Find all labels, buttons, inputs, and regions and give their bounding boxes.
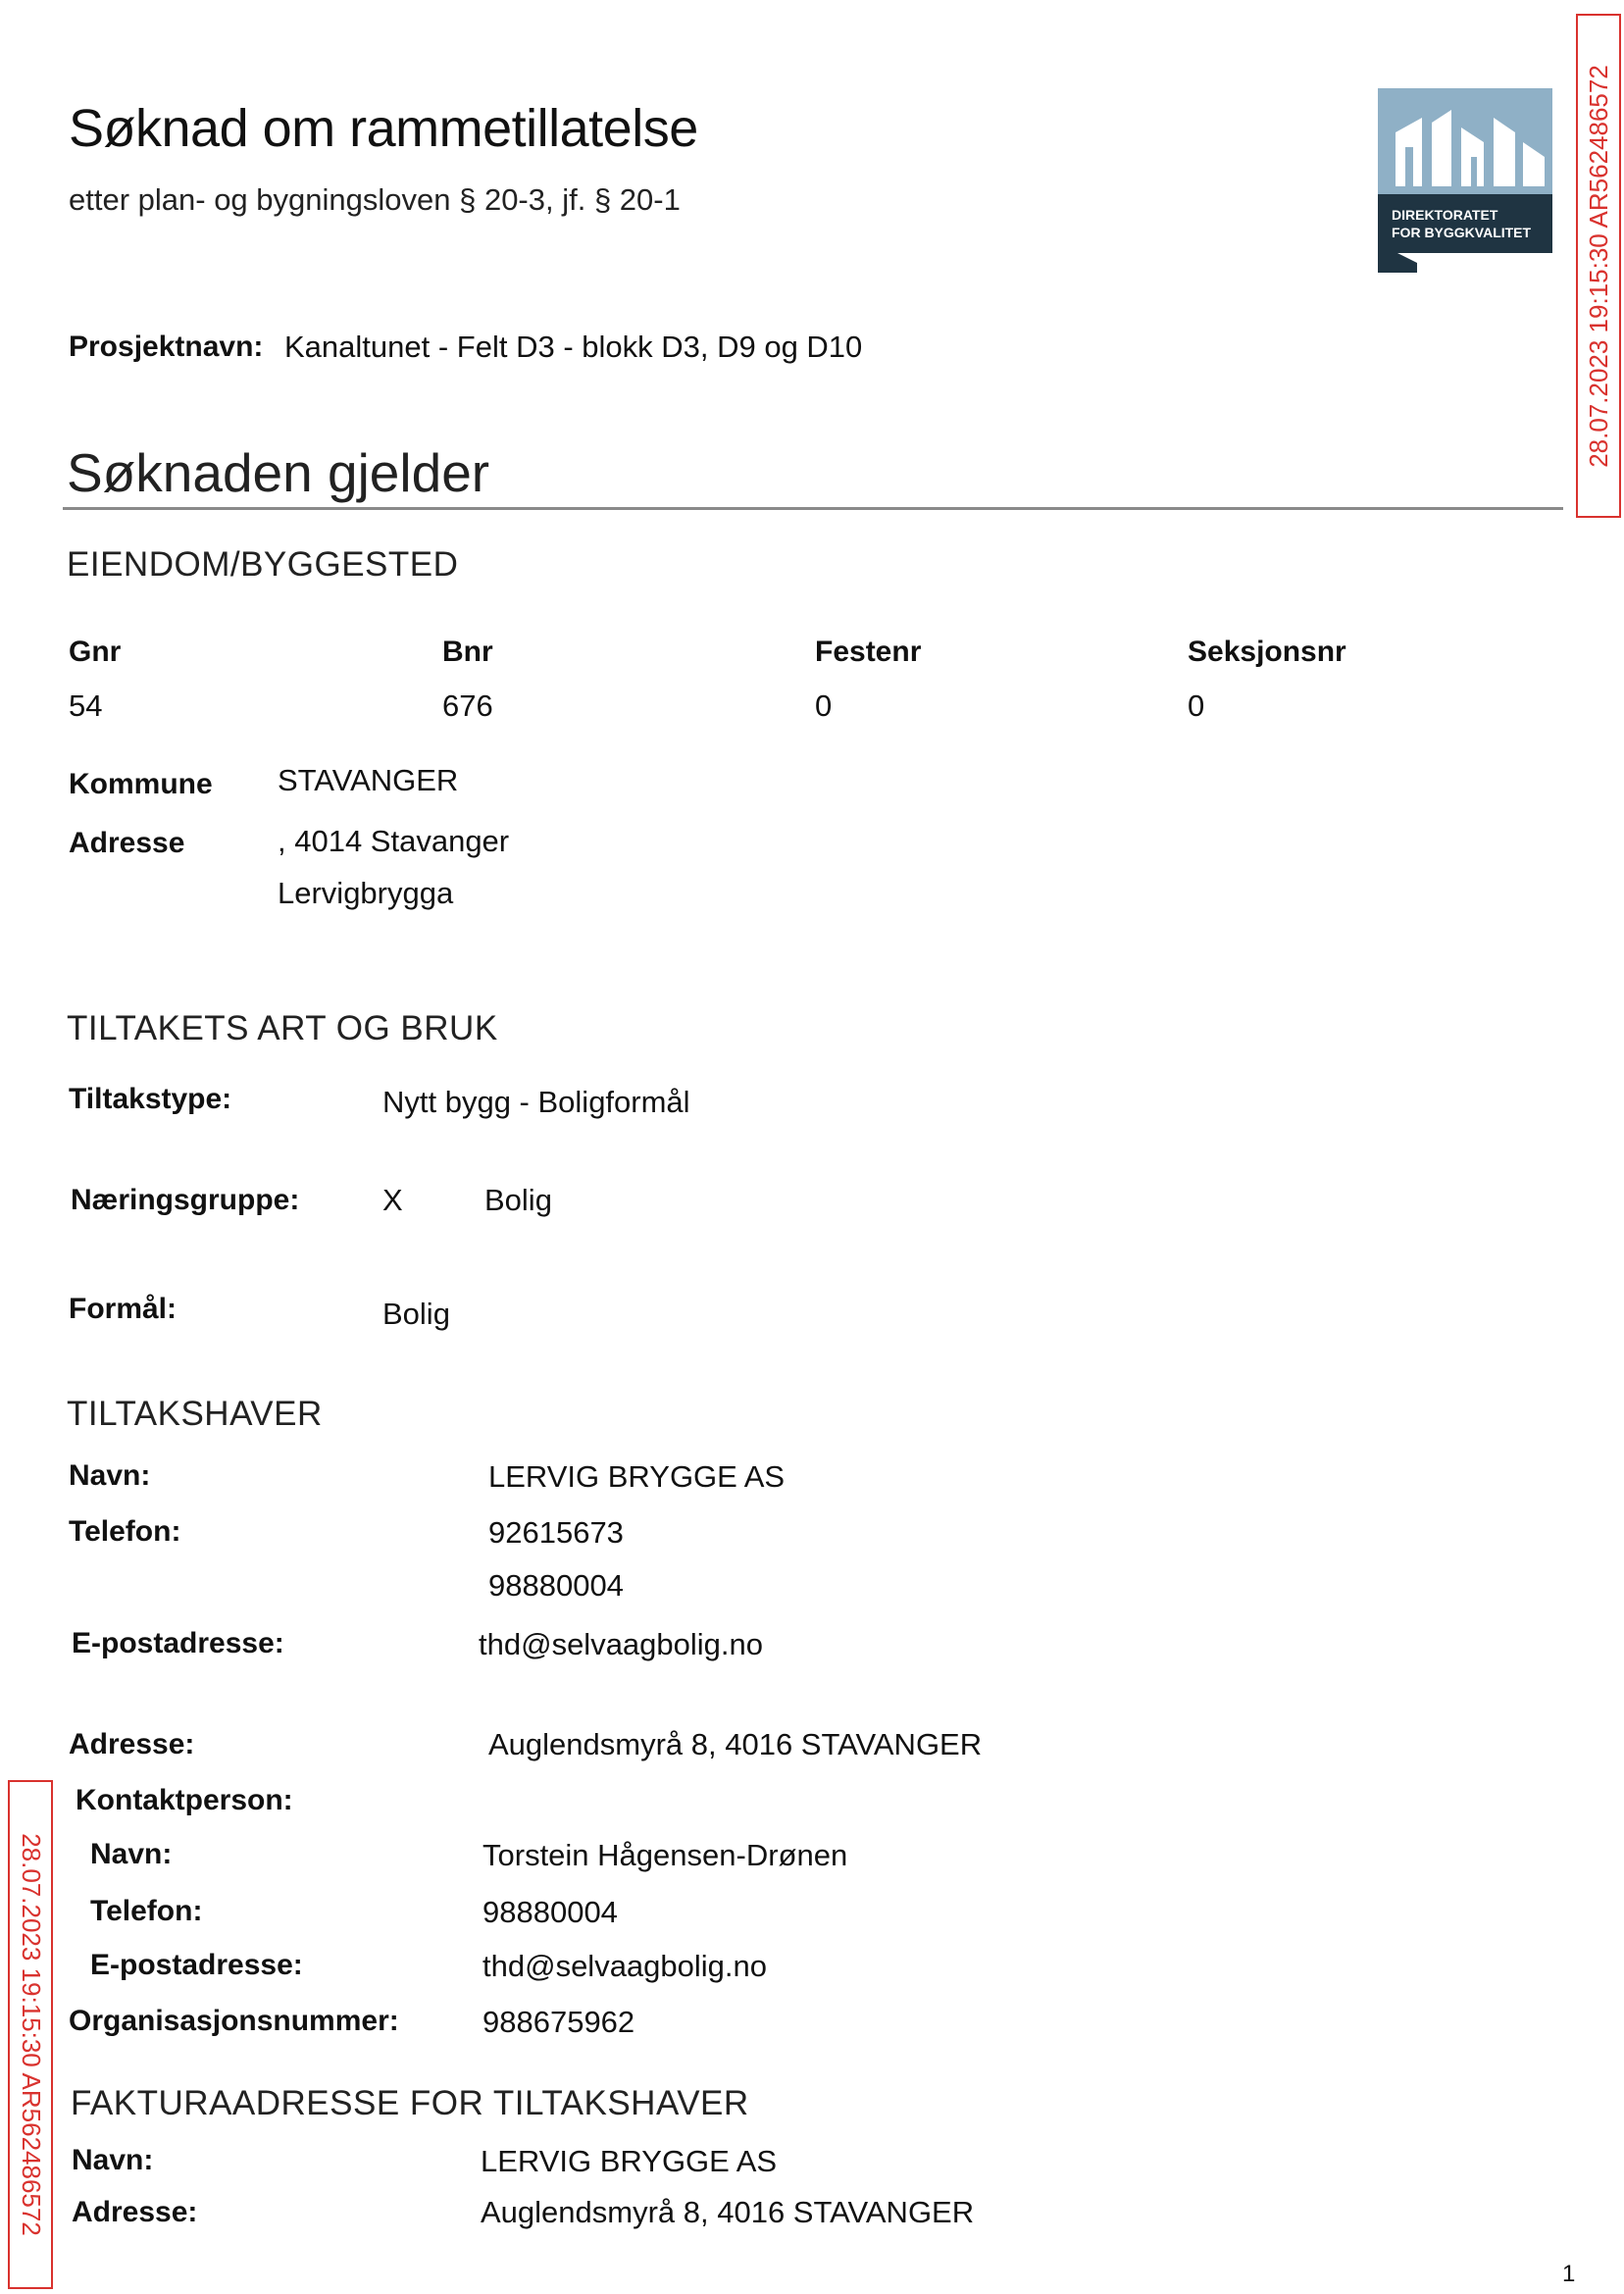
kommune-value: STAVANGER [278,763,459,797]
section-faktura-title: FAKTURAADRESSE FOR TILTAKSHAVER [71,2084,749,2122]
tiltakshaver-epost-value: thd@selvaagbolig.no [479,1627,764,1661]
page-number: 1 [1562,2261,1576,2287]
gnr-header: Gnr [69,636,122,668]
faktura-adresse-value: Auglendsmyrå 8, 4016 STAVANGER [481,2195,975,2229]
document-title: Søknad om rammetillatelse [69,99,698,158]
tiltakshaver-telefon-label: Telefon: [69,1515,181,1548]
section-tiltak-title: TILTAKETS ART OG BRUK [67,1009,498,1047]
adresse-line1: , 4014 Stavanger [278,824,510,858]
orgnr-label: Organisasjonsnummer: [69,2005,399,2037]
tiltakshaver-telefon-value1: 92615673 [488,1515,624,1550]
kontakt-navn-value: Torstein Hågensen-Drønen [482,1838,848,1872]
seksjonsnr-value: 0 [1188,688,1205,723]
kontaktperson-label: Kontaktperson: [76,1784,293,1816]
kontakt-epost-value: thd@selvaagbolig.no [482,1949,768,1983]
kontakt-navn-label: Navn: [90,1838,173,1870]
document-subtitle: etter plan- og bygningsloven § 20-3, jf. § 20-1 [69,182,681,217]
tiltakshaver-adresse-label: Adresse: [69,1728,195,1760]
formal-value: Bolig [382,1297,450,1331]
kommune-label: Kommune [69,768,213,800]
main-heading: Søknaden gjelder [67,442,490,503]
timestamp-stamp-top [1576,14,1621,518]
naeringsgruppe-label: Næringsgruppe: [71,1184,300,1216]
tiltakshaver-navn-label: Navn: [69,1459,151,1492]
tiltakshaver-navn-value: LERVIG BRYGGE AS [488,1459,786,1494]
naeringsgruppe-value: Bolig [484,1183,552,1217]
tiltakstype-label: Tiltakstype: [69,1083,232,1115]
faktura-adresse-label: Adresse: [72,2196,198,2228]
dibk-logo [1378,88,1554,275]
orgnr-value: 988675962 [482,2005,635,2039]
gnr-value: 54 [69,688,103,723]
festenr-value: 0 [815,688,833,723]
naeringsgruppe-code: X [382,1183,403,1217]
timestamp-stamp-top-text: 28.07.2023 19:15:30 AR562486572 [1583,64,1613,468]
bnr-value: 676 [442,688,493,723]
project-label: Prosjektnavn: [69,331,264,363]
section-tiltakshaver-title: TILTAKSHAVER [67,1395,323,1433]
project-value: Kanaltunet - Felt D3 - blokk D3, D9 og D10 [284,330,863,364]
seksjonsnr-header: Seksjonsnr [1188,636,1346,668]
timestamp-stamp-bottom [8,1780,53,2289]
bnr-header: Bnr [442,636,493,668]
logo-text-line1: DIREKTORATET [1392,207,1498,223]
timestamp-stamp-bottom-text: 28.07.2023 19:15:30 AR562486572 [16,1833,46,2236]
festenr-header: Festenr [815,636,922,668]
faktura-navn-value: LERVIG BRYGGE AS [481,2144,778,2178]
logo-text-line2: FOR BYGGKVALITET [1392,225,1532,240]
tiltakshaver-telefon-value2: 98880004 [488,1568,624,1603]
faktura-navn-label: Navn: [72,2144,154,2176]
kontakt-epost-label: E-postadresse: [90,1949,303,1981]
formal-label: Formål: [69,1293,178,1325]
heading-divider [63,507,1563,510]
adresse-line2: Lervigbrygga [278,876,454,910]
kontakt-telefon-value: 98880004 [482,1895,618,1929]
section-eiendom-title: EIENDOM/BYGGESTED [67,545,459,584]
tiltakshaver-adresse-value: Auglendsmyrå 8, 4016 STAVANGER [488,1727,983,1761]
dibk-logo-graphic [1378,88,1554,275]
tiltakshaver-epost-label: E-postadresse: [72,1627,284,1659]
adresse-label: Adresse [69,827,185,859]
tiltakstype-value: Nytt bygg - Boligformål [382,1085,690,1119]
kontakt-telefon-label: Telefon: [90,1895,203,1927]
